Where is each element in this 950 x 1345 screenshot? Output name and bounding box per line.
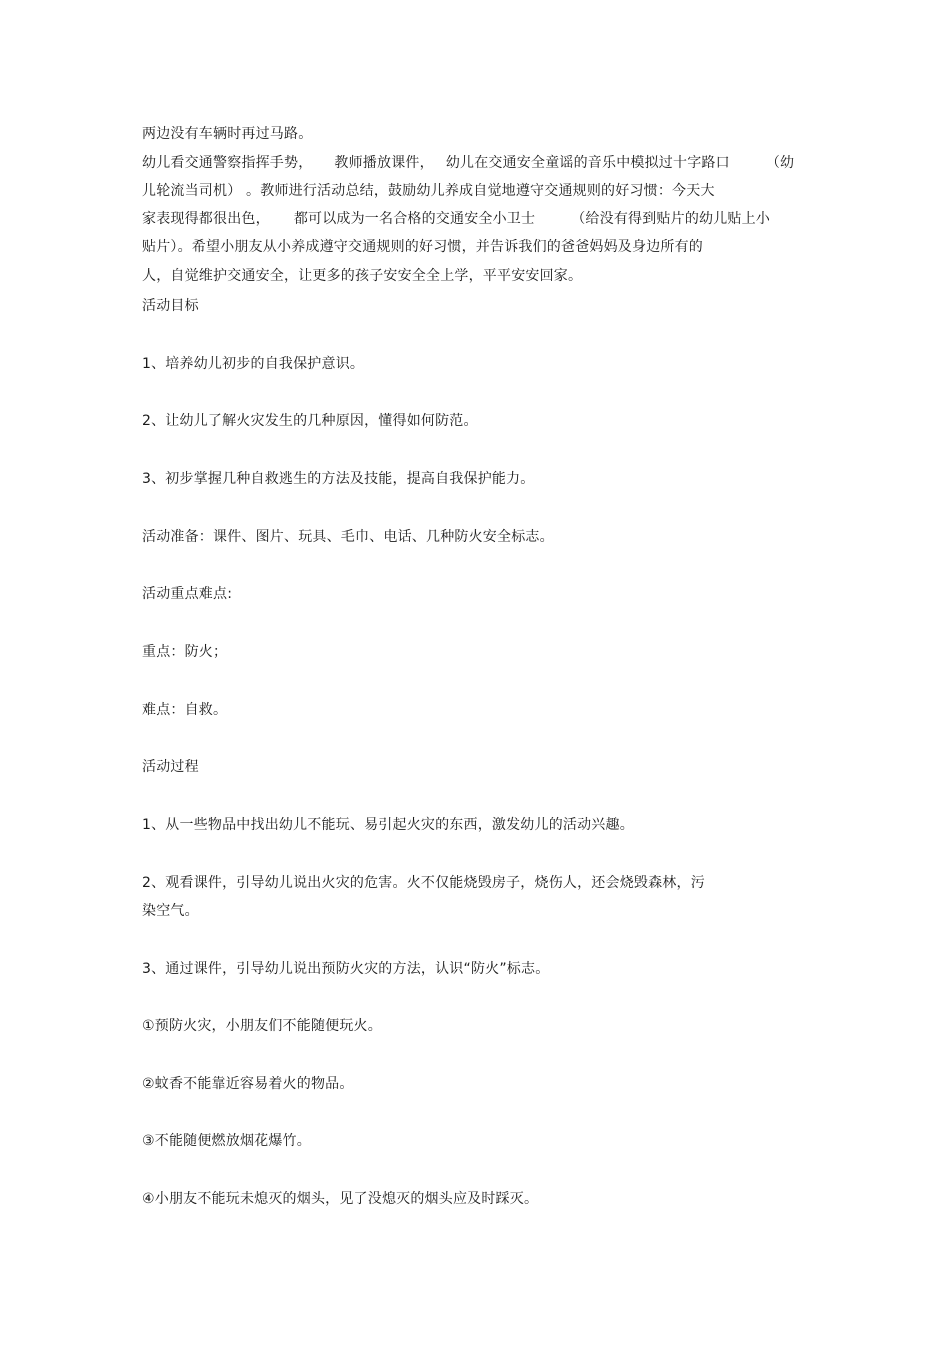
intro-line-3: 儿轮流当司机） 。教师进行活动总结，鼓励幼儿养成自觉地遵守交通规则的好习惯：今天大 bbox=[142, 183, 715, 199]
process-step-2-line-1: 2、观看课件，引导幼儿说出火灾的危害。火不仅能烧毁房子，烧伤人，还会烧毁森林，污 bbox=[142, 875, 705, 891]
intro-line-2-part-b: 教师播放课件， bbox=[334, 155, 434, 171]
fire-tip-4: ④小朋友不能玩未熄灭的烟头，见了没熄灭的烟头应及时踩灭。 bbox=[142, 1191, 539, 1207]
intro-line-4-part-b: 都可以成为一名合格的交通安全小卫士 bbox=[293, 211, 536, 227]
goals-heading: 活动目标 bbox=[142, 298, 199, 314]
goal-item-2: 2、让幼儿了解火灾发生的几种原因，懂得如何防范。 bbox=[142, 413, 478, 429]
intro-line-4-part-a: 家表现得都很出色， bbox=[142, 211, 270, 227]
process-step-2-line-2: 染空气。 bbox=[142, 903, 199, 919]
intro-line-4-part-c: （给没有得到贴片的幼儿贴上小 bbox=[571, 211, 771, 227]
key-points-heading: 活动重点难点: bbox=[142, 586, 233, 602]
process-step-3: 3、通过课件，引导幼儿说出预防火灾的方法，认识“防火”标志。 bbox=[142, 961, 550, 977]
process-step-1: 1、从一些物品中找出幼儿不能玩、易引起火灾的东西，激发幼儿的活动兴趣。 bbox=[142, 817, 634, 833]
key-point: 重点：防火； bbox=[142, 644, 228, 660]
fire-tip-2: ②蚊香不能靠近容易着火的物品。 bbox=[142, 1076, 354, 1092]
intro-line-6: 人，自觉维护交通安全，让更多的孩子安安全全上学，平平安安回家。 bbox=[142, 268, 583, 284]
intro-line-1: 两边没有车辆时再过马路。 bbox=[142, 126, 313, 142]
fire-tip-3: ③不能随便燃放烟花爆竹。 bbox=[142, 1133, 311, 1149]
intro-line-4 bbox=[142, 210, 770, 228]
intro-line-2-part-d: （幼 bbox=[765, 155, 795, 171]
goal-item-1: 1、培养幼儿初步的自我保护意识。 bbox=[142, 356, 365, 372]
fire-tip-1: ①预防火灾，小朋友们不能随便玩火。 bbox=[142, 1018, 382, 1034]
intro-line-2 bbox=[142, 154, 794, 172]
goal-item-3: 3、初步掌握几种自救逃生的方法及技能，提高自我保护能力。 bbox=[142, 471, 535, 487]
intro-line-5: 贴片）。希望小朋友从小养成遵守交通规则的好习惯，并告诉我们的爸爸妈妈及身边所有的 bbox=[142, 239, 703, 255]
preparation-text: 活动准备：课件、图片、玩具、毛巾、电话、几种防火安全标志。 bbox=[142, 529, 554, 545]
process-heading: 活动过程 bbox=[142, 759, 199, 775]
intro-line-2-part-a: 幼儿看交通警察指挥手势， bbox=[142, 155, 313, 171]
hard-point: 难点：自救。 bbox=[142, 702, 228, 718]
intro-line-2-part-c: 幼儿在交通安全童谣的音乐中模拟过十字路口 bbox=[445, 155, 730, 171]
